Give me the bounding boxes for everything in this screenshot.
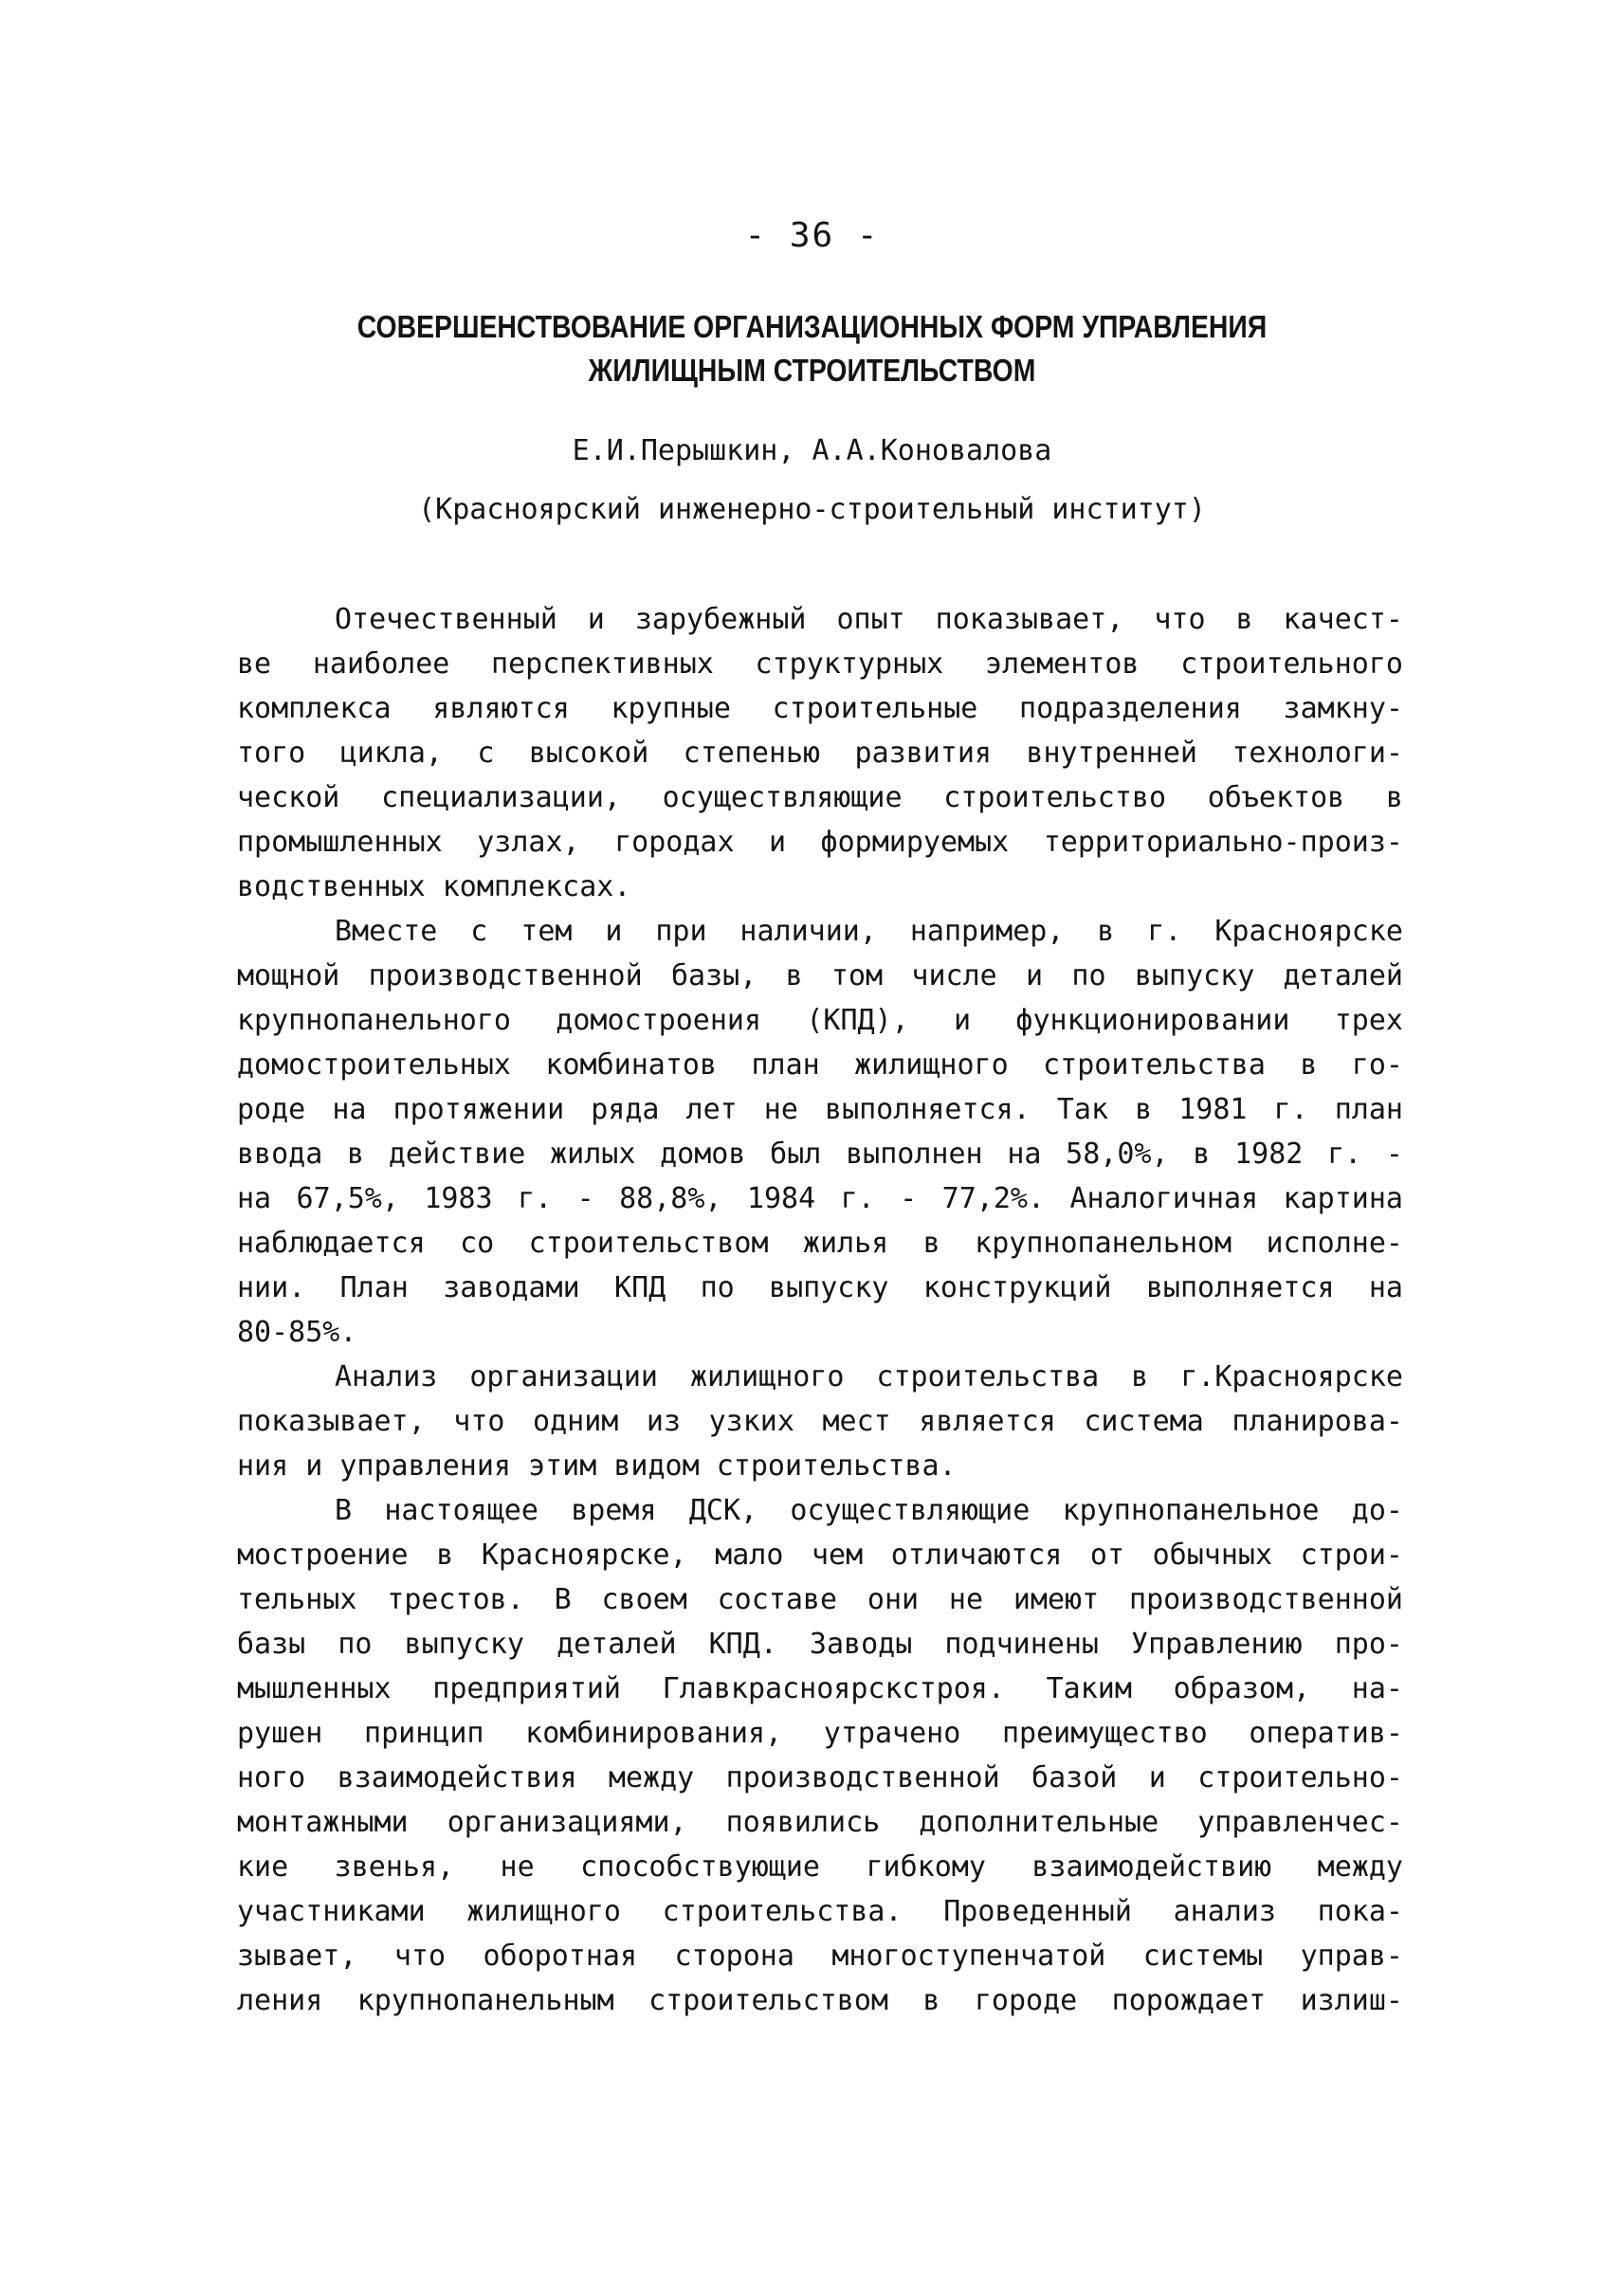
text-line: Анализ организации жилищного строительства в г.Красноярске [335, 1360, 1403, 1393]
text-line: тельных трестов. В своем составе они не имеют производственной [237, 1583, 1403, 1616]
text-line: роде на протяжении ряда лет не выполняется. Так в 1981 г. план [237, 1093, 1403, 1126]
text-line: водственных комплексах. [237, 870, 631, 903]
text-line: зывает, что оборотная сторона многоступенчатой системы управ- [237, 1940, 1403, 1973]
text-line: комплекса являются крупные строительные подразделения замкну- [237, 692, 1403, 725]
text-line: того цикла, с высокой степенью развития внутренней технологи- [237, 737, 1403, 770]
paragraph-1 [237, 597, 1403, 909]
text-line: на 67,5%, 1983 г. - 88,8%, 1984 г. - 77,2%. Аналогичная картина [237, 1182, 1403, 1215]
text-line: монтажными организациями, появились дополнительные управленчес- [237, 1806, 1403, 1839]
text-line: базы по выпуску деталей КПД. Заводы подчинены Управлению про- [237, 1628, 1403, 1661]
text-line: наблюдается со строительством жилья в крупнопанельном исполне- [237, 1227, 1403, 1260]
paragraph-2 [237, 909, 1403, 1355]
text-line: ния и управления этим видом строительства. [237, 1449, 957, 1483]
text-line: нии. План заводами КПД по выпуску конструкций выполняется на [237, 1271, 1403, 1304]
text-line: домостроительных комбинатов план жилищного строительства в го- [237, 1048, 1403, 1082]
text-line: 80-85%. [237, 1316, 357, 1349]
text-line: крупнопанельного домостроения (КПД), и функционировании трех [237, 1004, 1403, 1037]
authors: Е.И.Перышкин, А.А.Коновалова [572, 434, 1052, 467]
page-number: - 36 - [744, 216, 880, 255]
paragraph-3 [237, 1355, 1403, 1488]
body-text [237, 597, 1403, 2023]
text-line: Отечественный и зарубежный опыт показывает, что в качест- [335, 603, 1403, 636]
paragraph-4 [237, 1488, 1403, 2023]
text-line: мощной производственной базы, в том числе и по выпуску деталей [237, 959, 1403, 993]
affiliation: (Красноярский инженерно-строительный институт) [418, 493, 1206, 526]
title-line: СОВЕРШЕНСТВОВАНИЕ ОРГАНИЗАЦИОННЫХ ФОРМ УПРАВЛЕНИЯ [356, 309, 1268, 344]
text-line: ве наиболее перспективных структурных элементов строительного [237, 647, 1403, 681]
text-line: ввода в действие жилых домов был выполнен на 58,0%, в 1982 г. - [237, 1138, 1403, 1171]
title-line: ЖИЛИЩНЫМ СТРОИТЕЛЬСТВОМ [588, 353, 1036, 388]
text-line: мостроение в Красноярске, мало чем отличаются от обычных строи- [237, 1539, 1403, 1572]
article-title [114, 305, 1510, 392]
text-line: В настоящее время ДСК, осуществляющие крупнопанельное до- [335, 1494, 1403, 1527]
text-line: кие звенья, не способствующие гибкому взаимодействию между [237, 1850, 1403, 1884]
text-line: участниками жилищного строительства. Проведенный анализ пока- [237, 1895, 1403, 1928]
text-line: промышленных узлах, городах и формируемых территориально-произ- [237, 826, 1403, 859]
text-line: ления крупнопанельным строительством в городе порождает излиш- [237, 1984, 1403, 2017]
text-line: ческой специализации, осуществляющие строительство объектов в [237, 781, 1403, 814]
text-line: рушен принцип комбинирования, утрачено преимущество оператив- [237, 1717, 1403, 1750]
text-line: ного взаимодействия между производственной базой и строительно- [237, 1761, 1403, 1794]
text-line: Вместе с тем и при наличии, например, в г. Красноярске [335, 915, 1403, 948]
text-line: мышленных предприятий Главкрасноярскстроя. Таким образом, на- [237, 1672, 1403, 1705]
text-line: показывает, что одним из узких мест является система планирова- [237, 1405, 1403, 1438]
